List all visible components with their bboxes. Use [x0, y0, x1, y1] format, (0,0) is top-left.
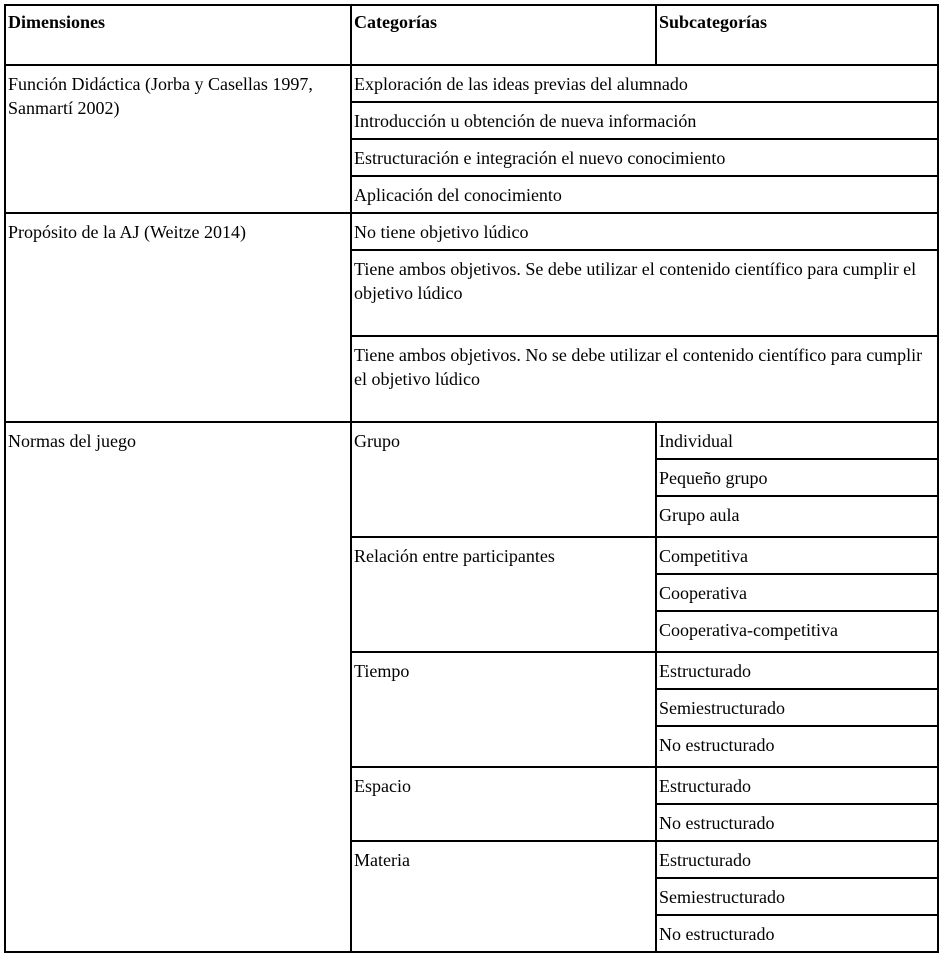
category-cell: Exploración de las ideas previas del alumnado — [351, 65, 938, 102]
subcategory-cell: Cooperativa-competitiva — [656, 611, 938, 652]
subcategory-cell: Cooperativa — [656, 574, 938, 611]
category-grupo: Grupo — [351, 422, 656, 537]
table-row — [5, 422, 938, 459]
subcategory-cell: Semiestructurado — [656, 689, 938, 726]
header-subcategorias: Subcategorías — [656, 5, 938, 65]
category-tiempo: Tiempo — [351, 652, 656, 767]
dimension-proposito: Propósito de la AJ (Weitze 2014) — [5, 213, 351, 422]
subcategory-cell: No estructurado — [656, 804, 938, 841]
subcategory-cell: No estructurado — [656, 726, 938, 767]
header-categorias: Categorías — [351, 5, 656, 65]
dimension-normas: Normas del juego — [5, 422, 351, 952]
dimension-funcion-didactica: Función Didáctica (Jorba y Casellas 1997, Sanmartí 2002) — [5, 65, 351, 213]
subcategory-cell: Pequeño grupo — [656, 459, 938, 496]
category-cell: Introducción u obtención de nueva información — [351, 102, 938, 139]
category-cell: Estructuración e integración el nuevo conocimiento — [351, 139, 938, 176]
category-cell: No tiene objetivo lúdico — [351, 213, 938, 250]
table-row — [5, 65, 938, 102]
subcategory-cell: Semiestructurado — [656, 878, 938, 915]
category-relacion: Relación entre participantes — [351, 537, 656, 652]
category-materia: Materia — [351, 841, 656, 952]
subcategory-cell: No estructurado — [656, 915, 938, 952]
category-cell: Aplicación del conocimiento — [351, 176, 938, 213]
subcategory-cell: Grupo aula — [656, 496, 938, 537]
subcategory-cell: Estructurado — [656, 652, 938, 689]
category-cell: Tiene ambos objetivos. Se debe utilizar el contenido científico para cumplir el objetivo lúdico — [351, 250, 938, 336]
table-row — [5, 213, 938, 250]
header-row — [5, 5, 938, 65]
subcategory-cell: Individual — [656, 422, 938, 459]
category-cell: Tiene ambos objetivos. No se debe utilizar el contenido científico para cumplir el objetivo lúdico — [351, 336, 938, 422]
classification-table — [4, 4, 939, 953]
subcategory-cell: Competitiva — [656, 537, 938, 574]
header-dimensiones: Dimensiones — [5, 5, 351, 65]
category-espacio: Espacio — [351, 767, 656, 841]
subcategory-cell: Estructurado — [656, 767, 938, 804]
subcategory-cell: Estructurado — [656, 841, 938, 878]
